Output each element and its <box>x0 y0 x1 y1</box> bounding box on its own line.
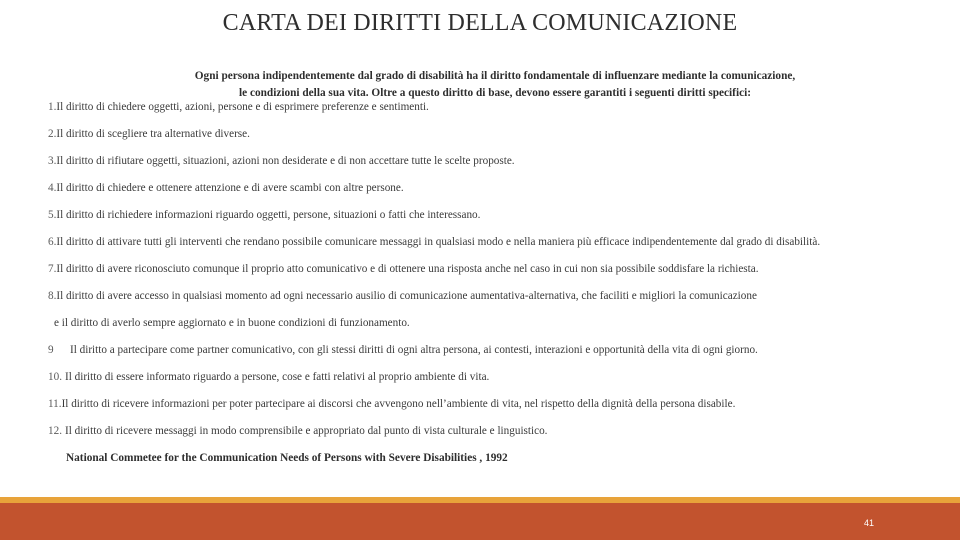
item-text: Il diritto di avere riconosciuto comunque il proprio atto comunicativo e di ottenere una risposta anche nel caso in cui non sia possibile soddisfare la richiesta. <box>56 263 759 275</box>
item-text: Il diritto di ricevere informazioni per poter partecipare ai discorsi che avvengono nell’ambiente di vita, nel rispetto della dignità della persona disabile. <box>61 398 736 410</box>
item-number: 6. <box>48 236 57 248</box>
list-item <box>48 127 250 141</box>
list-item <box>48 208 480 222</box>
item-number: 5. <box>48 209 57 221</box>
list-item <box>48 397 735 411</box>
list-item <box>48 343 758 357</box>
intro-line-1: Ogni persona indipendentemente dal grado di disabilità ha il diritto fondamentale di influenzare mediante la comunicazione, <box>194 70 796 82</box>
list-item <box>48 154 515 168</box>
list-item <box>48 262 759 276</box>
item-number: 4. <box>48 182 57 194</box>
item-number: 7. <box>48 263 57 275</box>
item-number: 10. <box>48 371 62 383</box>
item-text: Il diritto di ricevere messaggi in modo comprensibile e appropriato dal punto di vista culturale e linguistico. <box>64 425 548 437</box>
page-number: 41 <box>863 518 874 528</box>
footer-bar <box>0 503 960 540</box>
item-number: 9 <box>48 344 54 356</box>
item-text: Il diritto di chiedere oggetti, azioni, persone e di esprimere preferenze e sentimenti. <box>56 101 429 113</box>
list-item <box>48 181 404 195</box>
item-number: 11. <box>48 398 62 410</box>
item-text: Il diritto di rifiutare oggetti, situazioni, azioni non desiderate e di non accettare tutte le scelte proposte. <box>56 155 515 167</box>
item-text: Il diritto a partecipare come partner comunicativo, con gli stessi diritti di ogni altra persona, ai contesti, interazioni e opportunità della vita di ogni giorno. <box>70 344 758 356</box>
item-number: 12. <box>48 425 62 437</box>
item-text: Il diritto di chiedere e ottenere attenzione e di avere scambi con altre persone. <box>56 182 404 194</box>
item-number: 2. <box>48 128 57 140</box>
intro-paragraph <box>0 68 960 102</box>
source-footnote: National Commetee for the Communication Needs of Persons with Severe Disabilities , 1992 <box>66 452 508 464</box>
item-number: 3. <box>48 155 57 167</box>
list-item <box>54 316 410 330</box>
list-item <box>48 289 757 303</box>
intro-line-2: le condizioni della sua vita. Oltre a questo diritto di base, devono essere garantiti i seguenti diritti specifici: <box>239 87 751 99</box>
list-item <box>48 370 489 384</box>
item-text: Il diritto di attivare tutti gli interventi che rendano possibile comunicare messaggi in qualsiasi modo e nella maniera più efficace indipendentemente dal grado di disabilità. <box>56 236 821 248</box>
list-item <box>48 424 547 438</box>
item-number: 1. <box>48 101 57 113</box>
item-number: 8. <box>48 290 57 302</box>
item-text: Il diritto di essere informato riguardo a persone, cose e fatti relativi al proprio ambiente di vita. <box>64 371 490 383</box>
item-text: Il diritto di avere accesso in qualsiasi momento ad ogni necessario ausilio di comunicazione aumentativa-alternativa, che faciliti e migliori la comunicazione <box>56 290 757 302</box>
item-text: Il diritto di richiedere informazioni riguardo oggetti, persone, situazioni o fatti che interessano. <box>56 209 481 221</box>
item-text: e il diritto di averlo sempre aggiornato e in buone condizioni di funzionamento. <box>54 317 410 329</box>
list-item <box>48 235 820 249</box>
list-item <box>48 100 429 114</box>
item-text: Il diritto di scegliere tra alternative diverse. <box>56 128 250 140</box>
page-title: CARTA DEI DIRITTI DELLA COMUNICAZIONE <box>222 10 738 36</box>
